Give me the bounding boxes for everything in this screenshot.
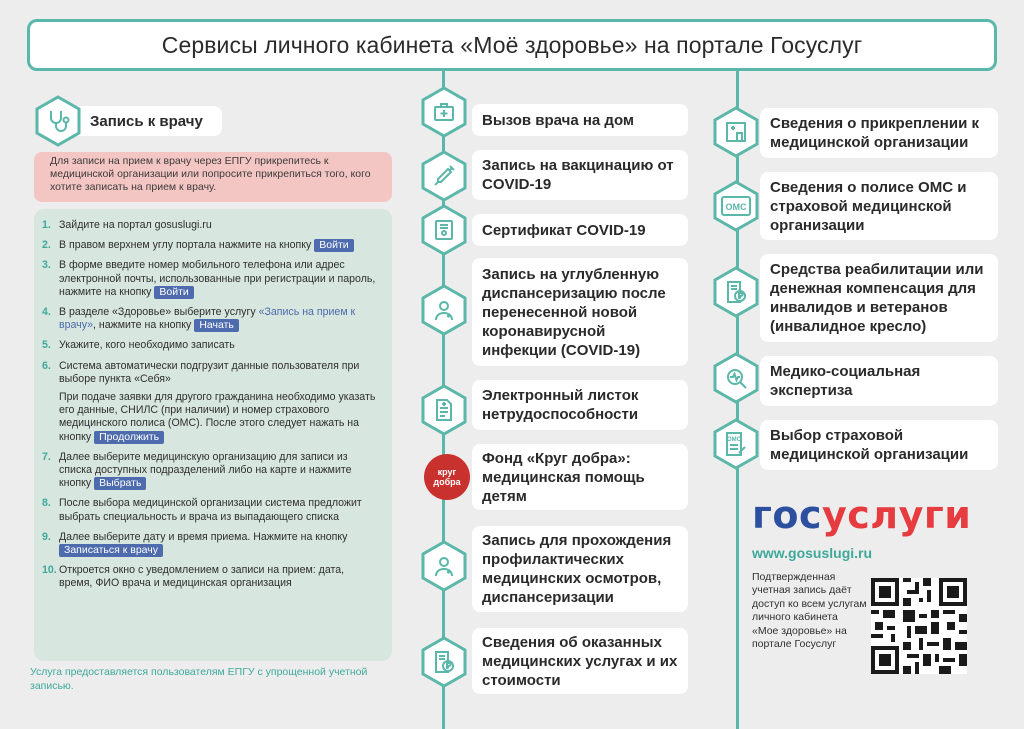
step-number: 3. <box>42 259 51 272</box>
hospital-icon <box>710 106 762 158</box>
step-text-part: В правом верхнем углу портала нажмите на кнопку <box>59 239 312 252</box>
service-label: Сведения о полисе ОМС и страховой медицинской организации <box>770 178 967 234</box>
medkit-icon <box>418 86 470 138</box>
service-label: Медико-социальная экспертиза <box>770 363 921 399</box>
login-button[interactable]: Войти <box>314 239 353 252</box>
service-link[interactable]: «Запись на прием к врачу» <box>59 306 356 332</box>
stethoscope-icon <box>32 95 84 147</box>
service-card-medical-social-expertise[interactable] <box>760 356 998 406</box>
step-text <box>59 451 380 491</box>
logo-part: гос <box>752 493 822 537</box>
oms-document-icon <box>710 418 762 470</box>
continue-button[interactable]: Продолжить <box>94 431 164 444</box>
service-card-covid-certificate[interactable] <box>472 214 688 246</box>
title-box <box>27 19 997 71</box>
service-card-insurance-choice[interactable] <box>760 420 998 470</box>
service-card-preventive-exam[interactable] <box>472 526 688 612</box>
oms-badge-text: ОМС <box>727 437 741 443</box>
step-text: Откроется окно с уведомлением о записи на прием: дата, время, ФИО врача и медицинская организация <box>59 564 345 590</box>
footnote: Услуга предоставляется пользователям ЕПГУ с упрощенной учетной записью. <box>30 666 368 692</box>
certificate-icon <box>418 204 470 256</box>
step-item <box>42 306 380 332</box>
step-text-part: При подаче заявки для другого гражданина необходимо указать его данные, СНИЛС (при наличии) и номер страхового медицинского полиса (ОМС). После этого следует нажать на кнопку <box>59 391 376 443</box>
service-label: Сведения о прикреплении к медицинской организации <box>770 115 979 151</box>
step-text-part: Далее выберите дату и время приема. Нажмите на кнопку <box>59 530 348 543</box>
service-card-krug-dobra[interactable] <box>472 444 688 510</box>
step-item <box>42 531 380 557</box>
gosuslugi-note: Подтвержденная учетная запись даёт доступ ко всем услугам личного кабинета «Мое здоровье» на портале Госуслуг <box>752 571 867 651</box>
service-card-oms-policy[interactable] <box>760 172 998 240</box>
step-number: 6. <box>42 359 51 372</box>
step-number: 8. <box>42 497 51 510</box>
step-item <box>42 564 380 590</box>
book-appointment-button[interactable]: Записаться к врачу <box>59 544 163 557</box>
service-label: Средства реабилитации или денежная компенсация для инвалидов и ветеранов (инвалидное кресло) <box>770 261 984 335</box>
doctor-icon <box>418 540 470 592</box>
step-text-part: , нажмите на кнопку <box>93 319 192 332</box>
start-button[interactable]: Начать <box>194 319 239 332</box>
step-text-part: В разделе «Здоровье» выберите услугу <box>59 306 256 319</box>
step-number: 2. <box>42 239 51 252</box>
service-label: Сертификат COVID-19 <box>482 221 646 239</box>
gosuslugi-logo <box>752 495 971 535</box>
step-subtext <box>59 391 380 444</box>
document-icon <box>418 384 470 436</box>
step-number: 1. <box>42 219 51 231</box>
steps-panel <box>34 209 392 661</box>
logo-text: круг добра <box>433 467 461 487</box>
service-card-covid-vaccination[interactable] <box>472 150 688 200</box>
step-text-part: Далее выберите медицинскую организацию для записи из списка доступных подразделений либо на карте и нажмите кнопку <box>59 450 352 490</box>
oms-badge-text: ОМС <box>725 202 747 212</box>
service-card-sick-leave[interactable] <box>472 380 688 430</box>
step-item <box>42 497 380 523</box>
step-text-part: В форме введите номер мобильного телефона или адрес электронной почты, использованные при регистрации и пароль, нажмите на кнопку <box>59 259 376 298</box>
ruble-document-icon <box>418 636 470 688</box>
page-title: Сервисы личного кабинета «Моё здоровье» на портале Госуслуг <box>161 31 863 58</box>
service-card-doctor-appointment[interactable] <box>70 106 222 136</box>
gosuslugi-url[interactable]: www.gosuslugi.ru <box>752 545 873 561</box>
step-text: После выбора медицинской организации система предложит выбрать специальность и врача из выпадающего списка <box>59 497 362 523</box>
step-number: 7. <box>42 450 51 463</box>
service-card-home-doctor[interactable] <box>472 104 688 136</box>
logo-part: услуги <box>822 493 972 537</box>
step-text: Зайдите на портал gosuslugi.ru <box>59 219 212 231</box>
service-label: Вызов врача на дом <box>482 111 634 129</box>
step-text-part: Система автоматически подгрузит данные пользователя при выборе пункта «Себя» <box>59 359 360 385</box>
service-label: Электронный листок нетрудоспособности <box>482 387 639 423</box>
service-label: Запись на углубленную диспансеризацию после перенесенной новой коронавирусной инфекции (COVID-19) <box>482 265 666 359</box>
step-number: 4. <box>42 306 51 319</box>
krug-dobra-logo <box>424 454 470 500</box>
step-text <box>59 239 380 252</box>
service-card-attachment-info[interactable] <box>760 108 998 158</box>
step-text <box>59 360 380 444</box>
attachment-alert: Для записи на прием к врачу через ЕПГУ прикрепитесь к медицинской организации или попросите прикрепиться того, кого хотите записать на прием к врачу. <box>34 152 392 202</box>
service-label: Запись к врачу <box>90 112 203 130</box>
select-button[interactable]: Выбрать <box>94 477 146 490</box>
step-item <box>42 239 380 252</box>
step-text <box>59 259 380 299</box>
service-card-rehabilitation[interactable] <box>760 254 998 342</box>
step-number: 9. <box>42 530 51 543</box>
magnifier-pulse-icon <box>710 352 762 404</box>
service-label: Сведения об оказанных медицинских услугах и их стоимости <box>482 633 678 689</box>
step-text: Укажите, кого необходимо записать <box>59 339 235 352</box>
step-number: 10. <box>42 564 57 577</box>
service-label: Запись на вакцинацию от COVID-19 <box>482 157 674 193</box>
service-label: Выбор страховой медицинской организации <box>770 427 969 463</box>
ruble-document-icon <box>710 266 762 318</box>
doctor-icon <box>418 284 470 336</box>
step-number: 5. <box>42 339 51 352</box>
oms-card-icon <box>710 180 762 232</box>
service-card-services-cost[interactable] <box>472 628 688 694</box>
step-item <box>42 360 380 444</box>
service-label: Запись для прохождения профилактических медицинских осмотров, диспансеризации <box>482 532 672 606</box>
step-text <box>59 306 380 332</box>
syringe-icon <box>418 150 470 202</box>
service-label: Фонд «Круг добра»: медицинская помощь детям <box>482 449 645 505</box>
step-item <box>42 339 380 352</box>
step-item <box>42 219 380 232</box>
step-text <box>59 531 380 557</box>
step-item <box>42 259 380 299</box>
step-item <box>42 451 380 491</box>
service-card-deep-checkup[interactable] <box>472 258 688 366</box>
login-button[interactable]: Войти <box>154 286 193 299</box>
qr-code[interactable] <box>871 578 967 674</box>
